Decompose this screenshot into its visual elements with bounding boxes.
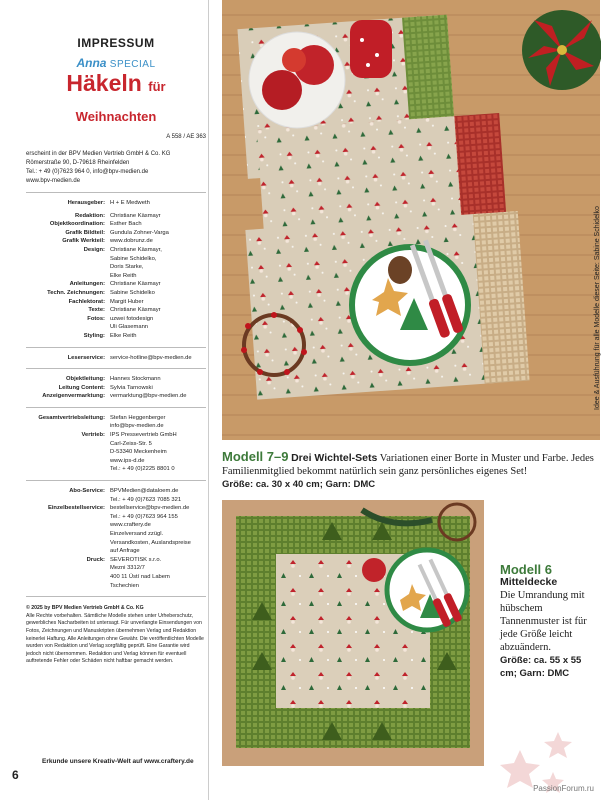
magazine-title-main: Häkeln [66, 70, 142, 96]
credit-label: Fotos: [87, 315, 105, 322]
footer-link: Erkunde unsere Kreativ-Welt auf www.craftery.de [42, 758, 194, 765]
impressum-heading: IMPRESSUM [77, 36, 155, 50]
credit-value-line: service-hotline@bpv-medien.de [110, 354, 192, 361]
credit-value-line: Einzelversand zzügl. [110, 531, 164, 537]
publisher-line: Römerstraße 90, D-79618 Rheinfelden [26, 160, 130, 166]
credit-value-line: Christiane Käsmayr [110, 212, 161, 219]
credit-label: Grafik Bildteil: [65, 229, 105, 236]
credit-row [26, 315, 206, 332]
credit-row [26, 280, 206, 289]
credit-value [110, 384, 206, 393]
divider-rule [26, 480, 206, 481]
caption-model-spec: Größe: ca. 55 x 55 cm; Garn: DMC [500, 655, 582, 679]
credit-value-line: BPVMedien@dataloem.de [110, 488, 179, 495]
credit-value [110, 375, 206, 384]
side-credit [584, 90, 601, 410]
credit-value-line: Gundula Zohner-Varga [110, 229, 169, 236]
credit-value-line: Christiane Käsmayr, [110, 246, 162, 253]
credit-label: Leitung Content: [58, 384, 105, 391]
caption-model-text: Variationen einer Borte in Muster und Farbe. Jedes Familienmitglied bekommt natürlich sein ganz persönliches eigenes Set! [222, 453, 594, 477]
credit-label: Druck: [86, 556, 105, 563]
magazine-title-sub: für Weihnachten [75, 79, 166, 124]
credit-row [26, 220, 206, 229]
credit-row [26, 246, 206, 280]
credit-label: Design: [83, 246, 105, 253]
credit-row [26, 556, 206, 590]
credit-label: Einzelbestellservice: [47, 505, 105, 512]
credit-label: Grafik Werkteil: [62, 238, 105, 245]
credit-value-line: Sabine Schidelko [110, 289, 155, 296]
credit-label: Anleitungen: [69, 281, 105, 288]
credit-label: Fachlektorat: [68, 298, 105, 305]
credit-value-line: Sabine Schidelko, [110, 255, 157, 262]
credit-value [110, 556, 206, 590]
credit-value-line: Hannes Stockmann [110, 376, 161, 383]
credit-value [110, 354, 206, 363]
credit-label: Objektkoordination: [49, 221, 105, 228]
credit-value-line: Uli Glasemann [110, 324, 149, 331]
credit-label: Gesamtvertriebsleitung: [38, 414, 105, 421]
publisher-info [26, 150, 206, 186]
credit-value-line: Margit Huber [110, 298, 144, 305]
credits-list [26, 199, 206, 590]
credit-value [110, 431, 206, 474]
copyright-line: © 2025 by BPV Medien Vertrieb GmbH & Co. KG [26, 605, 144, 612]
page-number: 6 [12, 768, 19, 782]
credit-row [26, 431, 206, 474]
credit-row [26, 199, 206, 208]
credit-value-line: Esther Bach [110, 221, 142, 228]
credit-value [110, 246, 206, 280]
credit-value-line: SEVEROTISK s.r.o. [110, 556, 162, 563]
credit-row [26, 392, 206, 401]
brand-special: SPECIAL [109, 59, 156, 70]
column-divider [208, 0, 209, 800]
publisher-line: www.bpv-medien.de [26, 178, 81, 184]
credit-value-line: www.craftery.de [110, 522, 151, 529]
credit-label: Objektleitung: [66, 376, 105, 383]
credit-value-line: Doris Starke, [110, 264, 144, 271]
credit-row [26, 212, 206, 221]
credit-value [110, 220, 206, 229]
credit-row [26, 332, 206, 341]
credit-value-line: Christiane Käsmayr [110, 281, 161, 288]
credit-value-line: www.ips-d.de [110, 457, 145, 464]
credit-label: Anzeigenvermarktung: [42, 393, 105, 400]
impressum-column [26, 36, 206, 666]
credit-value-line: bestellservice@bpv-medien.de [110, 505, 190, 512]
photo-centerpiece-illustration [222, 500, 484, 766]
credit-row [26, 289, 206, 298]
credit-value-line: auf Anfrage [110, 548, 140, 555]
issue-codes: A 558 / AE 363 [166, 134, 206, 140]
publisher-line: Tel.: + 49 (0)7623 964 0, info@bpv-medien.de [26, 169, 149, 175]
watermark: PassionForum.ru [533, 784, 594, 793]
credit-label: Herausgeber: [67, 200, 105, 206]
credit-value [110, 280, 206, 289]
legal-text: Alle Rechte vorbehalten. Sämtliche Modelle stehen unter Urheberschutz, gewerbliches Nacharbeiten ist untersagt. Für unverlangte Einsendungen von Fotos, Zeichnungen und Manuskripten übernehmen Verlag und Redaktion keinerlei Haftung. Alle Anleitungen ohne Gewähr. Die veröffentlichten Modelle wurden von Redaktion und Verlag sorgfältig geprüft. Eine Garantie wird jedoch nicht übernommen. Redaktion und Verlag können für eventuell auftretende Fehler oder Schäden nicht haftbar gemacht werden. [26, 612, 204, 665]
legal-notice [26, 605, 206, 666]
photo-centerpiece [222, 500, 484, 766]
credit-value-line: Elke Reith [110, 272, 137, 279]
credit-row [26, 237, 206, 246]
credit-row [26, 414, 206, 431]
credit-label: Vertrieb: [81, 432, 105, 439]
credit-row [26, 384, 206, 393]
credit-value-line: Elke Reith [110, 332, 137, 339]
credit-value-line: vermarktung@bpv-medien.de [110, 393, 187, 400]
credit-value-line: Stefan Heggenberger [110, 414, 166, 421]
credit-value-line: H + E Medweth [110, 200, 150, 206]
caption-model-title: Modell 6 [500, 562, 553, 577]
divider-rule [26, 192, 206, 193]
caption-model-text: Die Umrandung mit hübschem Tannenmuster ist für jede Größe leicht abzuändern. [500, 590, 587, 653]
credit-value [110, 306, 206, 315]
credit-label: Abo-Service: [69, 488, 105, 495]
divider-rule [26, 368, 206, 369]
magazine-title [26, 70, 206, 130]
caption-model-6 [500, 563, 596, 680]
credit-value [110, 315, 206, 332]
credit-value-line: Carl-Zeiss-Str. 5 [110, 440, 152, 447]
credit-row [26, 229, 206, 238]
credit-value-line: Mezni 3312/7 [110, 565, 145, 572]
credit-row [26, 306, 206, 315]
credit-value-line: Versandkosten, Auslandspreise [110, 539, 191, 546]
divider-rule [26, 596, 206, 597]
publisher-line: erscheint in der BPV Medien Vertrieb GmbH & Co. KG [26, 151, 171, 157]
credit-value-line: uzwei fotodesign [110, 315, 154, 322]
credit-value [110, 298, 206, 307]
divider-rule [26, 347, 206, 348]
caption-model-name: Drei Wichtel-Sets [291, 452, 378, 464]
credit-value-line: Tschechien [110, 582, 140, 589]
photo-placemats [222, 0, 600, 440]
credit-value-line: Christiane Käsmayr [110, 307, 161, 314]
credit-row [26, 504, 206, 556]
credit-value-line: 400 11 Ústí nad Labem [110, 573, 170, 580]
caption-model-spec: Größe: ca. 30 x 40 cm; Garn: DMC [222, 479, 376, 490]
credit-value [110, 289, 206, 298]
credit-label: Texte: [88, 307, 105, 314]
credit-value-line: www.dobrunz.de [110, 238, 153, 245]
credit-value-line: IPS Pressevertrieb GmbH [110, 432, 177, 439]
credit-value [110, 487, 206, 504]
credit-value [110, 414, 206, 431]
credit-value-line: Tel.: + 49 (0)7623 964 155 [110, 513, 178, 520]
credit-row [26, 487, 206, 504]
credit-value [110, 237, 206, 246]
credit-value-line: info@bpv-medien.de [110, 423, 164, 430]
credit-value [110, 199, 206, 208]
credit-value-line: D-53340 Meckenheim [110, 449, 167, 456]
side-credit-text: Idee & Ausführung für alle Modelle dieser Seite: Sabine Schidelko [594, 206, 601, 410]
caption-model-title: Modell 7–9 [222, 449, 289, 464]
credit-value-line: Sylvia Tarnowski [110, 384, 153, 391]
photo-placemats-illustration [222, 0, 600, 440]
credit-value [110, 229, 206, 238]
credit-row [26, 298, 206, 307]
divider-rule [26, 407, 206, 408]
credit-row [26, 354, 206, 363]
credit-label: Leserservice: [67, 354, 105, 361]
credit-label: Styling: [83, 332, 105, 339]
credit-value-line: Tel.: + 49 (0)7623 7085 321 [110, 496, 182, 503]
brand-logo [26, 56, 206, 70]
credit-value [110, 212, 206, 221]
caption-model-name: Mitteldecke [500, 576, 558, 588]
credit-row [26, 375, 206, 384]
credit-label: Techn. Zeichnungen: [47, 289, 105, 296]
credit-value-line: Tel.: + 49 (0)2225 8801 0 [110, 466, 175, 473]
caption-model-7-9 [222, 450, 594, 491]
brand-name: Anna [76, 56, 107, 70]
credit-value [110, 504, 206, 556]
credit-value [110, 392, 206, 401]
credit-value [110, 332, 206, 341]
credit-label: Redaktion: [75, 212, 105, 219]
